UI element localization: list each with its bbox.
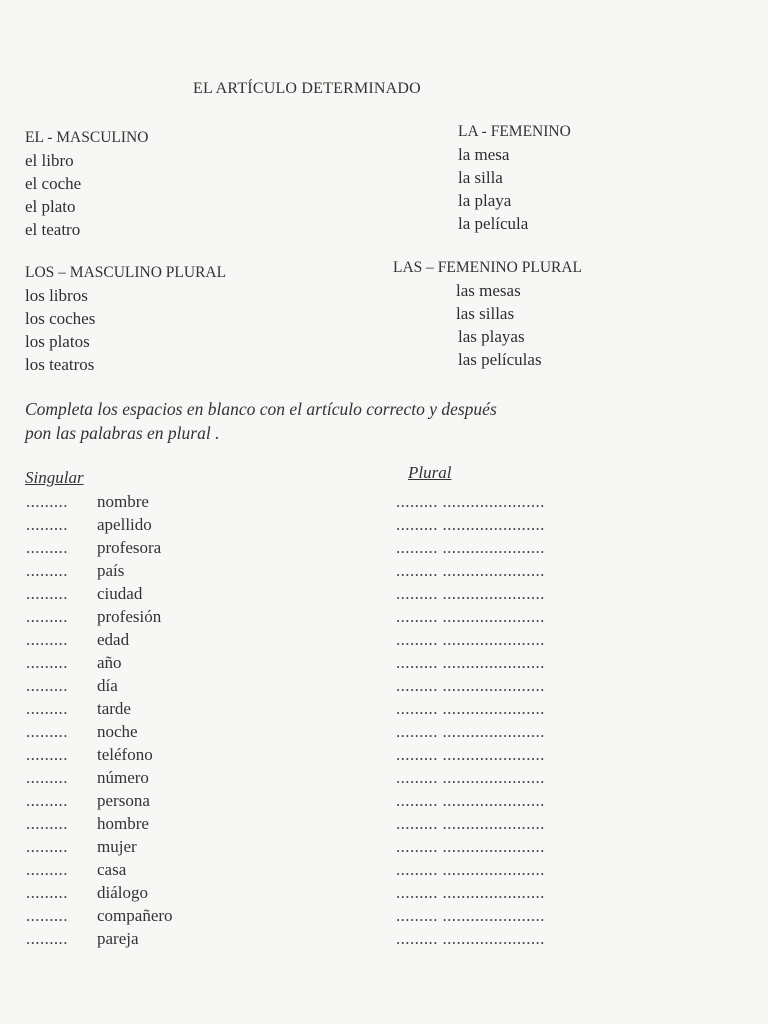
femenino-plural-item: las películas: [458, 350, 542, 369]
article-blank[interactable]: .........: [26, 791, 68, 810]
singular-noun: año: [97, 653, 122, 672]
plural-blank[interactable]: ......... ......................: [396, 492, 545, 511]
exercise-row: [26, 536, 746, 559]
femenino-item: la silla: [458, 168, 503, 187]
article-blank[interactable]: .........: [26, 584, 68, 603]
exercise-row: [26, 490, 746, 513]
masculino-plural-item: los coches: [25, 309, 96, 328]
singular-noun: persona: [97, 791, 150, 810]
plural-blank[interactable]: ......... ......................: [396, 722, 545, 741]
plural-heading: Plural: [408, 463, 452, 482]
exercise-row: [26, 697, 746, 720]
article-blank[interactable]: .........: [26, 561, 68, 580]
singular-noun: pareja: [97, 929, 139, 948]
exercise-list: [26, 490, 746, 950]
singular-noun: profesión: [97, 607, 162, 626]
instructions-line: pon las palabras en plural .: [25, 423, 220, 443]
plural-blank[interactable]: ......... ......................: [396, 653, 545, 672]
plural-blank[interactable]: ......... ......................: [396, 676, 545, 695]
article-blank[interactable]: .........: [26, 492, 68, 511]
plural-blank[interactable]: ......... ......................: [396, 906, 545, 925]
article-blank[interactable]: .........: [26, 860, 68, 879]
article-blank[interactable]: .........: [26, 653, 68, 672]
singular-noun: edad: [97, 630, 130, 649]
exercise-row: [26, 858, 746, 881]
plural-blank[interactable]: ......... ......................: [396, 515, 545, 534]
singular-noun: número: [97, 768, 149, 787]
instructions-line: Completa los espacios en blanco con el artículo correcto y después: [25, 399, 497, 419]
article-blank[interactable]: .........: [26, 814, 68, 833]
article-blank[interactable]: .........: [26, 515, 68, 534]
plural-blank[interactable]: ......... ......................: [396, 883, 545, 902]
femenino-plural-heading: LAS – FEMENINO PLURAL: [393, 259, 583, 276]
femenino-plural-item: las sillas: [456, 304, 515, 323]
singular-heading: Singular: [25, 468, 84, 487]
exercise-row: [26, 720, 746, 743]
exercise-row: [26, 559, 746, 582]
masculino-item: el plato: [25, 197, 76, 216]
article-blank[interactable]: .........: [26, 538, 68, 557]
singular-noun: ciudad: [97, 584, 143, 603]
exercise-row: [26, 743, 746, 766]
femenino-section: [458, 120, 571, 235]
article-blank[interactable]: .........: [26, 837, 68, 856]
plural-blank[interactable]: ......... ......................: [396, 860, 545, 879]
plural-blank[interactable]: ......... ......................: [396, 929, 545, 948]
exercise-row: [26, 651, 746, 674]
singular-noun: hombre: [97, 814, 149, 833]
singular-noun: casa: [97, 860, 127, 879]
exercise-row: [26, 605, 746, 628]
exercise-row: [26, 881, 746, 904]
plural-blank[interactable]: ......... ......................: [396, 607, 545, 626]
femenino-plural-section: [393, 256, 582, 371]
exercise-row: [26, 766, 746, 789]
plural-blank[interactable]: ......... ......................: [396, 814, 545, 833]
article-blank[interactable]: .........: [26, 699, 68, 718]
exercise-row: [26, 904, 746, 927]
article-blank[interactable]: .........: [26, 883, 68, 902]
exercise-row: [26, 628, 746, 651]
singular-noun: compañero: [97, 906, 173, 925]
plural-blank[interactable]: ......... ......................: [396, 768, 545, 787]
masculino-plural-item: los libros: [25, 286, 88, 305]
femenino-plural-item: las playas: [458, 327, 525, 346]
instructions: [25, 397, 705, 445]
exercise-row: [26, 582, 746, 605]
singular-noun: tarde: [97, 699, 131, 718]
singular-noun: noche: [97, 722, 138, 741]
plural-blank[interactable]: ......... ......................: [396, 630, 545, 649]
plural-blank[interactable]: ......... ......................: [396, 584, 545, 603]
exercise-row: [26, 789, 746, 812]
plural-blank[interactable]: ......... ......................: [396, 745, 545, 764]
article-blank[interactable]: .........: [26, 929, 68, 948]
singular-noun: país: [97, 561, 125, 580]
article-blank[interactable]: .........: [26, 722, 68, 741]
article-blank[interactable]: .........: [26, 745, 68, 764]
singular-noun: día: [97, 676, 118, 695]
article-blank[interactable]: .........: [26, 630, 68, 649]
femenino-item: la película: [458, 214, 529, 233]
article-blank[interactable]: .........: [26, 906, 68, 925]
exercise-row: [26, 674, 746, 697]
masculino-item: el teatro: [25, 220, 81, 239]
masculino-section: [25, 126, 148, 241]
masculino-item: el coche: [25, 174, 82, 193]
article-blank[interactable]: .........: [26, 607, 68, 626]
masculino-heading: EL - MASCULINO: [25, 129, 149, 146]
masculino-plural-section: [25, 261, 226, 376]
exercise-row: [26, 835, 746, 858]
singular-noun: teléfono: [97, 745, 153, 764]
singular-noun: mujer: [97, 837, 137, 856]
femenino-item: la playa: [458, 191, 512, 210]
masculino-plural-item: los teatros: [25, 355, 95, 374]
plural-blank[interactable]: ......... ......................: [396, 561, 545, 580]
singular-noun: apellido: [97, 515, 152, 534]
femenino-plural-item: las mesas: [456, 281, 521, 300]
plural-blank[interactable]: ......... ......................: [396, 791, 545, 810]
femenino-heading: LA - FEMENINO: [458, 123, 571, 140]
plural-blank[interactable]: ......... ......................: [396, 699, 545, 718]
singular-noun: nombre: [97, 492, 149, 511]
singular-noun: diálogo: [97, 883, 148, 902]
masculino-plural-heading: LOS – MASCULINO PLURAL: [25, 264, 227, 281]
masculino-item: el libro: [25, 151, 74, 170]
article-blank[interactable]: .........: [26, 676, 68, 695]
singular-noun: profesora: [97, 538, 162, 557]
exercise-row: [26, 812, 746, 835]
exercise-row: [26, 927, 746, 950]
plural-blank[interactable]: ......... ......................: [396, 538, 545, 557]
exercise-row: [26, 513, 746, 536]
page-title: EL ARTÍCULO DETERMINADO: [193, 80, 421, 97]
plural-blank[interactable]: ......... ......................: [396, 837, 545, 856]
article-blank[interactable]: .........: [26, 768, 68, 787]
masculino-plural-item: los platos: [25, 332, 90, 351]
femenino-item: la mesa: [458, 145, 510, 164]
